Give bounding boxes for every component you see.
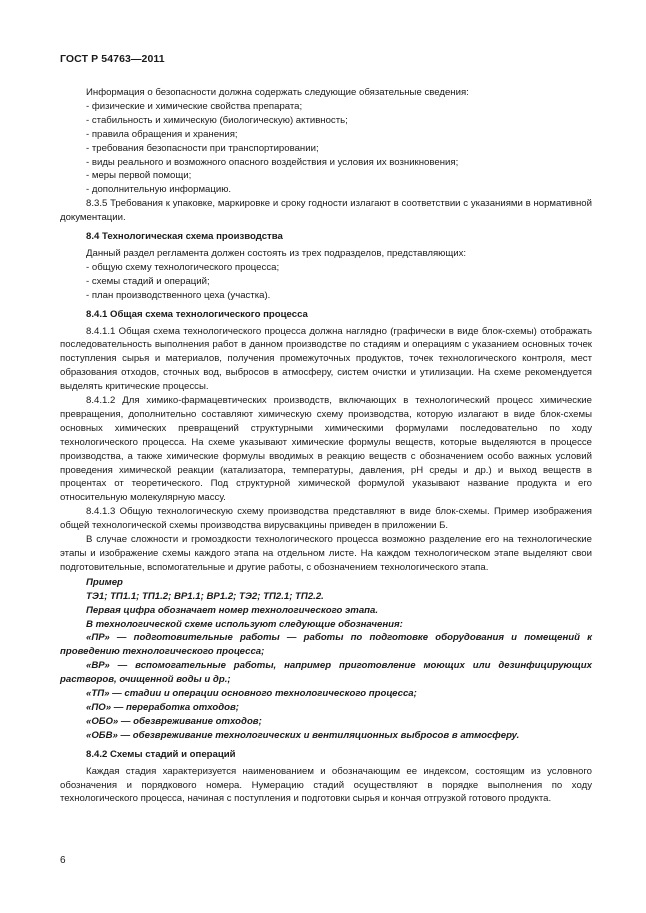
- section-heading-8-4-1: 8.4.1 Общая схема технологического процесса: [86, 308, 308, 320]
- page-number: 6: [60, 855, 66, 866]
- list-item: - план производственного цеха (участка).: [86, 289, 271, 301]
- example-line: «ОБВ» — обезвреживание технологических и вентиляционных выбросов в атмосферу.: [86, 729, 520, 741]
- paragraph: В случае сложности и громоздкости технологического процесса возможно разделение его на технологические этапы и изображение схемы каждого этапа на отдельном листе. На каждом технологическом этапе выделяют свои подготовительные, вспомогательные и другие работы, с обозначением технологического этапа.: [60, 534, 592, 573]
- list-item: - общую схему технологического процесса;: [86, 261, 280, 273]
- example-line: ТЭ1; ТП1.1; ТП1.2; ВР1.1; ВР1.2; ТЭ2; ТП2.1; ТП2.2.: [86, 590, 324, 602]
- example-line: «ОБО» — обезвреживание отходов;: [86, 715, 262, 727]
- list-item: - схемы стадий и операций;: [86, 275, 210, 287]
- document-header: ГОСТ Р 54763—2011: [60, 53, 165, 65]
- list-item: - правила обращения и хранения;: [86, 128, 238, 140]
- list-item: - меры первой помощи;: [86, 170, 192, 182]
- example-line: В технологической схеме используют следующие обозначения:: [86, 618, 403, 630]
- example-label: Пример: [86, 576, 123, 588]
- section-heading-8-4-2: 8.4.2 Схемы стадий и операций: [86, 748, 236, 760]
- clause-8-4-1-1: 8.4.1.1 Общая схема технологического процесса должна наглядно (графически в виде блок-схемы) отображать последовательность выполнения работ в данном производстве по стадиям и операциям с указанием основных точек поступления сырья и материалов, получения промежуточных продуктов, точек технологического контроля, мест образования отходов, сточных вод, выбросов в атмосферу, систем очистки и утилизации. На схеме рекомендуется выделять критические процессы.: [60, 325, 592, 393]
- example-line: «ПР» — подготовительные работы — работы по подготовке оборудования и помещений к проведению технологического процесса;: [60, 632, 592, 658]
- paragraph: Каждая стадия характеризуется наименованием и обозначающим ее индексом, состоящим из условного обозначения и порядкового номера. Нумерацию стадий осуществляют в порядке выполнения по ходу технологического процесса, начиная с поступления и подготовки сырья и кончая отгрузкой готового продукта.: [60, 765, 592, 805]
- list-item: - дополнительную информацию.: [86, 184, 232, 196]
- example-line: «ВР» — вспомогательные работы, например приготовление моющих или дезинфицирующих растворов, очищенной воды и др.;: [60, 660, 592, 686]
- text-line: Информация о безопасности должна содержать следующие обязательные сведения:: [86, 87, 469, 98]
- example-line: Первая цифра обозначает номер технологического этапа.: [86, 604, 379, 616]
- example-line: «ТП» — стадии и операции основного технологического процесса;: [86, 688, 417, 700]
- clause-8-4-1-2: 8.4.1.2 Для химико-фармацевтических производств, включающих в технологический процесс химические превращения, дополнительно составляют химическую схему производства, которую излагают в виде блок-схемы основных химических превращений структурными химическими формулами последовательно по ходу технологического процесса. На схеме указывают химические формулы веществ, которые выделяются в процессе производства, а также химические формулы вводимых в реакцию веществ с обозначением особо важных условий проведения химической реакции (катализатора, температуры, давления, pH среды и др.) и выход веществ в процентах от теоретического. Под структурной химической формулой указывают название продукта и его относительную молекулярную массу.: [60, 395, 592, 504]
- document-body: [60, 86, 592, 806]
- text-line: Данный раздел регламента должен состоять из трех подразделов, представляющих:: [86, 247, 467, 259]
- list-item: - физические и химические свойства препарата;: [86, 100, 303, 112]
- example-line: «ПО» — переработка отходов;: [86, 701, 239, 713]
- clause-8-3-5: 8.3.5 Требования к упаковке, маркировке и сроку годности излагают в соответствии с указаниями в нормативной документации.: [60, 198, 592, 224]
- list-item: - стабильность и химическую (биологическую) активность;: [86, 114, 348, 126]
- list-item: - требования безопасности при транспортировании;: [86, 142, 319, 154]
- section-heading-8-4: 8.4 Технологическая схема производства: [86, 231, 283, 243]
- list-item: - виды реального и возможного опасного воздействия и условия их возникновения;: [86, 156, 459, 168]
- clause-8-4-1-3: 8.4.1.3 Общую технологическую схему производства представляют в виде блок-схемы. Пример изображения общей технологической схемы производства вирусвакцины приведен в приложении Б.: [60, 506, 592, 532]
